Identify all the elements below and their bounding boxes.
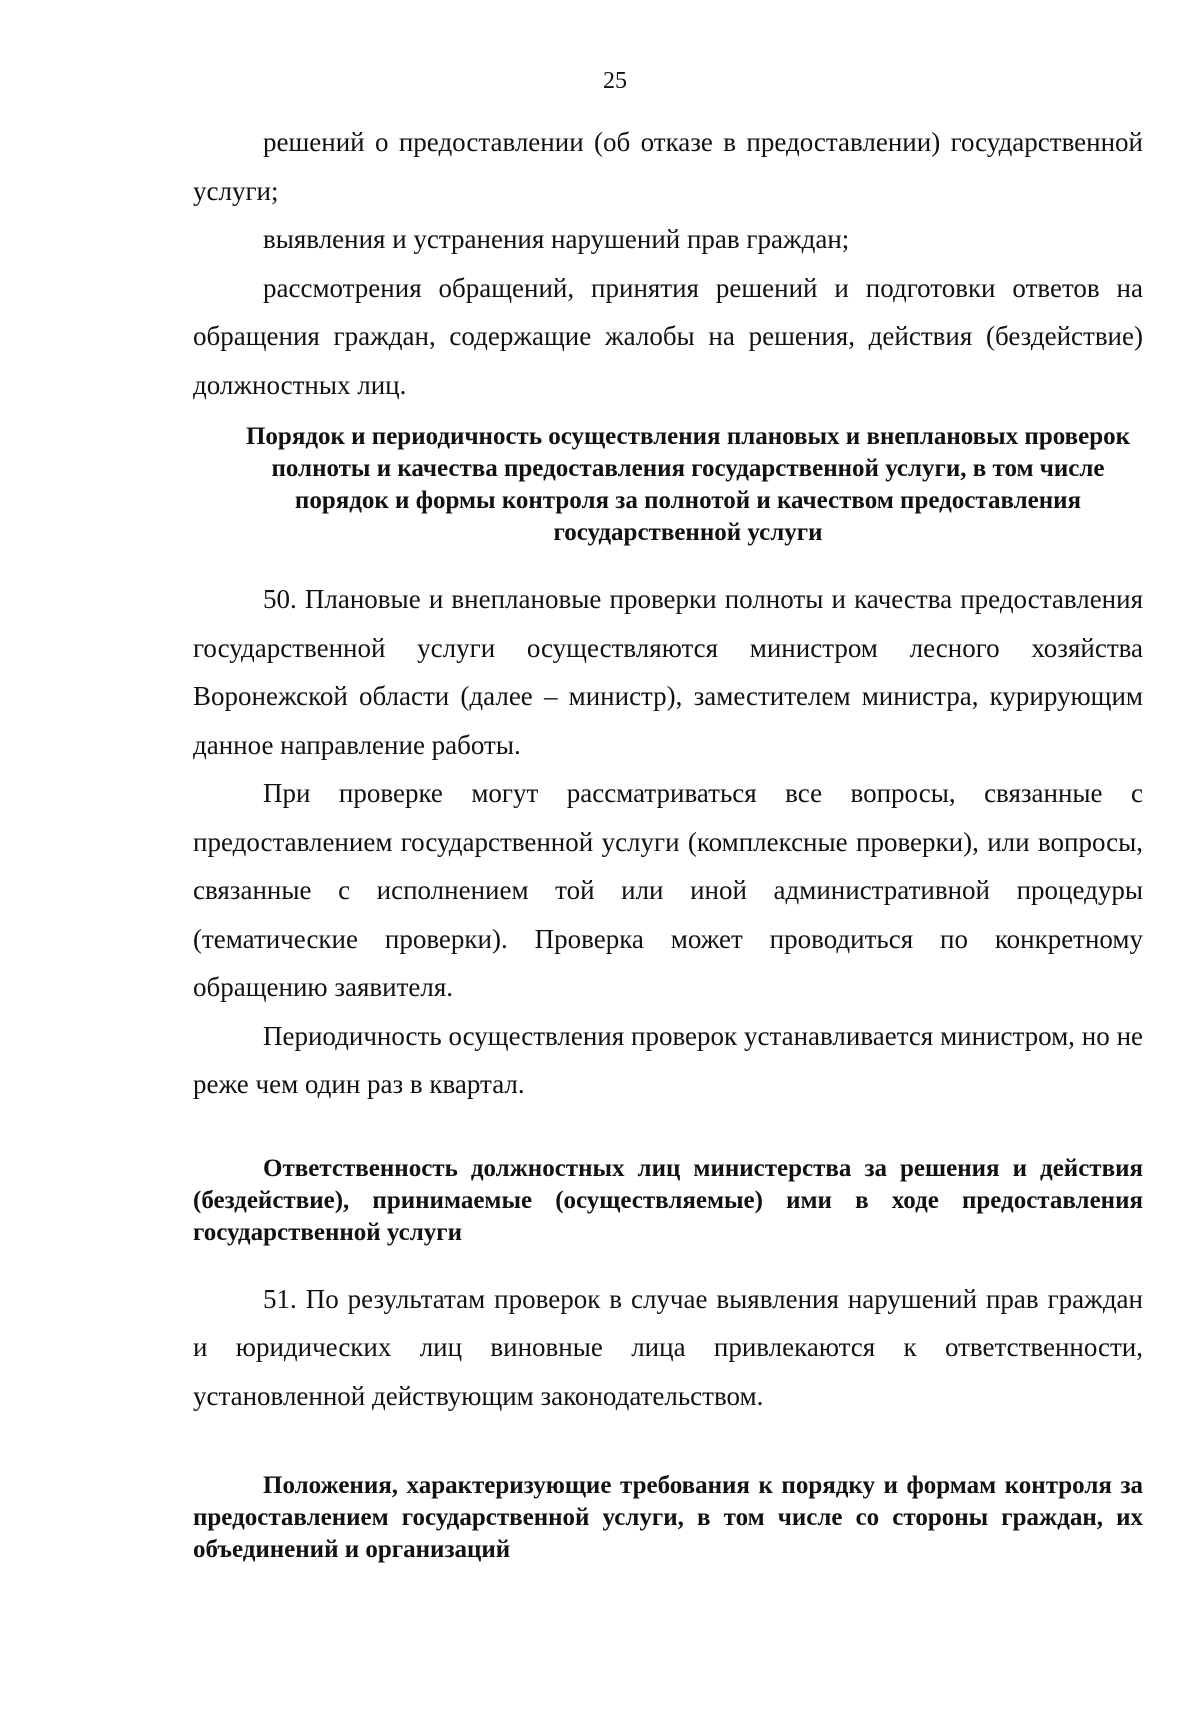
- page-number: 25: [603, 68, 627, 94]
- paragraph-50: 50. Плановые и внеплановые проверки полноты и качества предоставления государственной услуги осуществляются министром лесного хозяйства Воронежской области (далее – министр), заместителем министра, курирующим данное направление работы.: [193, 584, 1143, 760]
- section-heading-responsibility: Ответственность должностных лиц министерства за решения и действия (бездействие), принимаемые (осуществляемые) ими в ходе предоставления государственной услуги: [193, 1154, 1143, 1246]
- paragraph-decisions: решений о предоставлении (об отказе в предоставлении) государственной услуги;: [193, 127, 1143, 206]
- section-heading-inspections: Порядок и периодичность осуществления плановых и внеплановых проверок полноты и качества предоставления государственной услуги, в том числе порядок и формы контроля за полнотой и качеством предоставления государственной услуги: [245, 423, 1131, 546]
- section-heading-control-requirements: Положения, характеризующие требования к порядку и формам контроля за предоставлением государственной услуги, в том числе со стороны граждан, их объединений и организаций: [193, 1472, 1143, 1563]
- document-body: [193, 118, 1143, 1566]
- paragraph-violations: выявления и устранения нарушений прав граждан;: [263, 224, 850, 254]
- paragraph-appeals: рассмотрения обращений, принятия решений и подготовки ответов на обращения граждан, содержащие жалобы на решения, действия (бездействие) должностных лиц.: [193, 272, 1143, 400]
- paragraph-periodicity: Периодичность осуществления проверок устанавливается министром, но не реже чем один раз в квартал.: [193, 1020, 1143, 1099]
- paragraph-51: 51. По результатам проверок в случае выявления нарушений прав граждан и юридических лиц виновные лица привлекаются к ответственности, установленной действующим законодательством.: [193, 1283, 1143, 1411]
- paragraph-inspection-scope: При проверке могут рассматриваться все вопросы, связанные с предоставлением государственной услуги (комплексные проверки), или вопросы, связанные с исполнением той или иной административной процедуры (тематические проверки). Проверка может проводиться по конкретному обращению заявителя.: [193, 778, 1143, 1002]
